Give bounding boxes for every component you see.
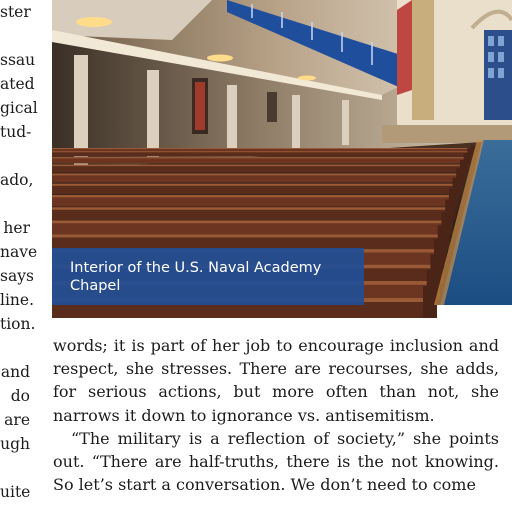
fragment-line: her bbox=[3, 219, 30, 237]
fragment-line: line. bbox=[0, 291, 34, 309]
fragment-line bbox=[0, 144, 30, 168]
article-paragraph: words; it is part of her job to encourage inclusion and respect, she stresses. There are recourses, she adds, for serious actions, but more often than not, she narrows it down to ignorance vs. antisemitism. bbox=[53, 336, 499, 425]
caption-line: Interior of the U.S. Naval Academy bbox=[70, 260, 322, 276]
pew-highlight bbox=[52, 220, 452, 223]
fragment-line: ster bbox=[0, 3, 31, 21]
fragment-line: and bbox=[0, 363, 30, 381]
fragment-line: ado, bbox=[0, 171, 34, 189]
fragment-line bbox=[0, 24, 30, 48]
pew-highlight bbox=[52, 151, 474, 152]
pew-highlight bbox=[52, 148, 477, 149]
fragment-line: nave bbox=[0, 243, 38, 261]
pew-highlight bbox=[52, 165, 468, 167]
pew-highlight bbox=[52, 195, 459, 197]
fragment-line: tion. bbox=[0, 315, 36, 333]
article-paragraph: “The military is a reflection of society,” she points out. “There are half-truths, there is the not knowing. So let’s start a conversation. We don’t need to come bbox=[53, 428, 499, 495]
fragment-line: do bbox=[10, 387, 30, 405]
photo-caption bbox=[52, 248, 364, 305]
fragment-line: ugh bbox=[0, 435, 30, 453]
article-body bbox=[53, 334, 499, 496]
fragment-line: are bbox=[4, 411, 30, 429]
pew-highlight bbox=[52, 234, 449, 237]
fragment-line: tud- bbox=[0, 123, 32, 141]
fragment-line: ssau bbox=[0, 51, 36, 69]
previous-column-fragment bbox=[0, 0, 38, 504]
fragment-line bbox=[0, 456, 30, 480]
pew-highlight bbox=[52, 207, 455, 210]
fragment-line: ated bbox=[0, 75, 35, 93]
fragment-line: says bbox=[0, 267, 34, 285]
fragment-line: uite bbox=[0, 483, 31, 501]
pew-highlight bbox=[52, 174, 465, 176]
pew-highlight bbox=[52, 184, 462, 186]
caption-line: Chapel bbox=[70, 278, 121, 294]
pew-highlight bbox=[52, 157, 471, 158]
fragment-line bbox=[0, 192, 30, 216]
fragment-line bbox=[0, 336, 30, 360]
fragment-line: gical bbox=[0, 99, 38, 117]
